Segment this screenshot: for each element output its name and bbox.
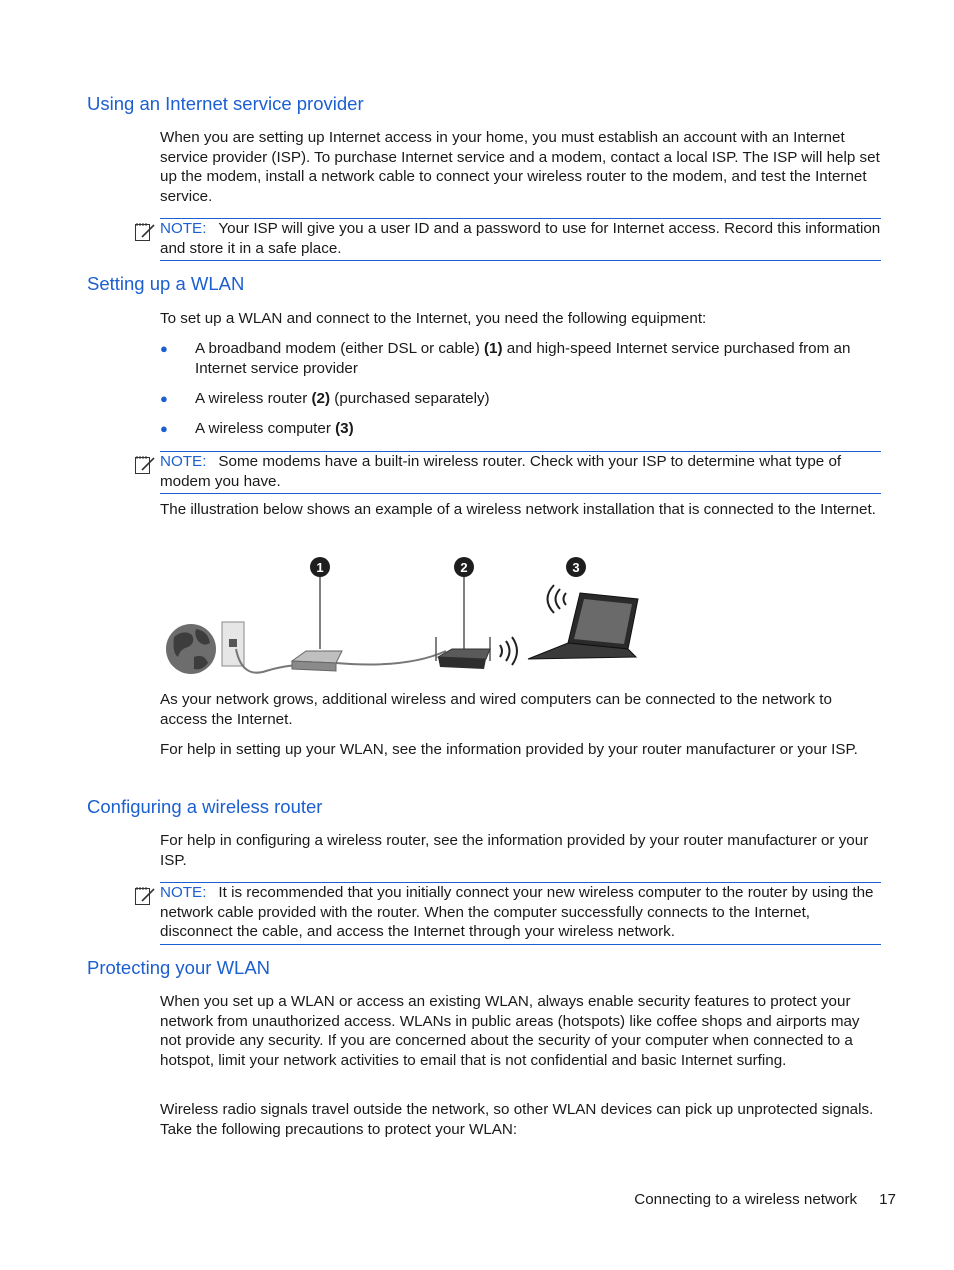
list-item-text: (purchased separately) <box>330 390 490 407</box>
page-footer <box>560 1190 896 1210</box>
list-item-text: A wireless router <box>195 390 312 407</box>
wall-jack-icon <box>222 622 244 666</box>
bullet-icon: ● <box>160 421 168 436</box>
paragraph-protect-2: Wireless radio signals travel outside the network, so other WLAN devices can pick up unprotected signals. Take the following precautions to protect your WLAN: <box>160 1101 874 1138</box>
callout-ref: (3) <box>335 420 354 437</box>
router-signal-icon <box>500 637 517 665</box>
note-label: NOTE: <box>160 220 207 237</box>
callout-1: 1 <box>316 560 324 575</box>
paragraph-isp: When you are setting up Internet access in your home, you must establish an account with an Internet service provider (ISP). To purchase Internet service and a modem, contact a local ISP. The ISP will help set up the modem, install a network cable to connect your wireless router to the modem, and test the Internet service. <box>160 129 880 205</box>
list-item-text: A broadband modem (either DSL or cable) <box>195 340 484 357</box>
note-pencil-icon <box>134 220 156 242</box>
note-label: NOTE: <box>160 453 207 470</box>
paragraph-illustration-intro: The illustration below shows an example of a wireless network installation that is connected to the Internet. <box>160 501 876 518</box>
paragraph-router: For help in configuring a wireless router, see the information provided by your router manufacturer or your ISP. <box>160 832 869 869</box>
note-wlan <box>160 451 881 494</box>
list-item-text: and high-speed Internet service purchased from an Internet service provider <box>195 340 851 377</box>
paragraph-protect-1: When you set up a WLAN or access an existing WLAN, always enable security features to protect your network from unauthorized access. WLANs in public areas (hotspots) like coffee shops and airports may not provide any security. If you are concerned about the security of your computer when connected to a hotspot, limit your network activities to email that is not confidential and basic Internet surfing. <box>160 993 860 1069</box>
note-pencil-icon <box>134 453 156 475</box>
paragraph-wlan-help: For help in setting up your WLAN, see the information provided by your router manufacturer or your ISP. <box>160 741 858 758</box>
heading-router: Configuring a wireless router <box>87 796 323 817</box>
paragraph-wlan-intro: To set up a WLAN and connect to the Internet, you need the following equipment: <box>160 310 707 327</box>
note-label: NOTE: <box>160 884 207 901</box>
note-isp <box>160 218 881 261</box>
laptop-signal-icon <box>548 585 567 613</box>
list-item-text: A wireless computer <box>195 420 336 437</box>
laptop-icon <box>528 557 638 659</box>
note-text: Some modems have a built-in wireless router. Check with your ISP to determine what type of modem you have. <box>160 453 842 490</box>
heading-protect: Protecting your WLAN <box>87 957 271 978</box>
paragraph-network-grows: As your network grows, additional wireless and wired computers can be connected to the network to access the Internet. <box>160 691 832 728</box>
callout-ref: (2) <box>311 390 331 407</box>
footer-chapter-title: Connecting to a wireless network <box>634 1191 858 1208</box>
note-pencil-icon <box>134 884 156 906</box>
callout-ref: (1) <box>484 340 503 357</box>
callout-3: 3 <box>572 560 580 575</box>
wireless-network-illustration <box>160 553 650 681</box>
note-text: Your ISP will give you a user ID and a password to use for Internet access. Record this information and store it in a safe place. <box>160 220 881 257</box>
bullet-icon: ● <box>160 391 168 406</box>
heading-isp: Using an Internet service provider <box>87 93 364 114</box>
page-number: 17 <box>879 1191 896 1208</box>
internet-globe-icon <box>166 624 216 674</box>
bullet-icon: ● <box>160 341 168 356</box>
modem-icon <box>292 557 342 671</box>
heading-wlan: Setting up a WLAN <box>87 273 245 294</box>
note-router <box>160 882 881 945</box>
note-text: It is recommended that you initially connect your new wireless computer to the router by using the network cable provided with the router. When the computer successfully connects to the Internet, disconnect the cable, and access the Internet through your wireless network. <box>160 884 874 940</box>
callout-2: 2 <box>460 560 468 575</box>
